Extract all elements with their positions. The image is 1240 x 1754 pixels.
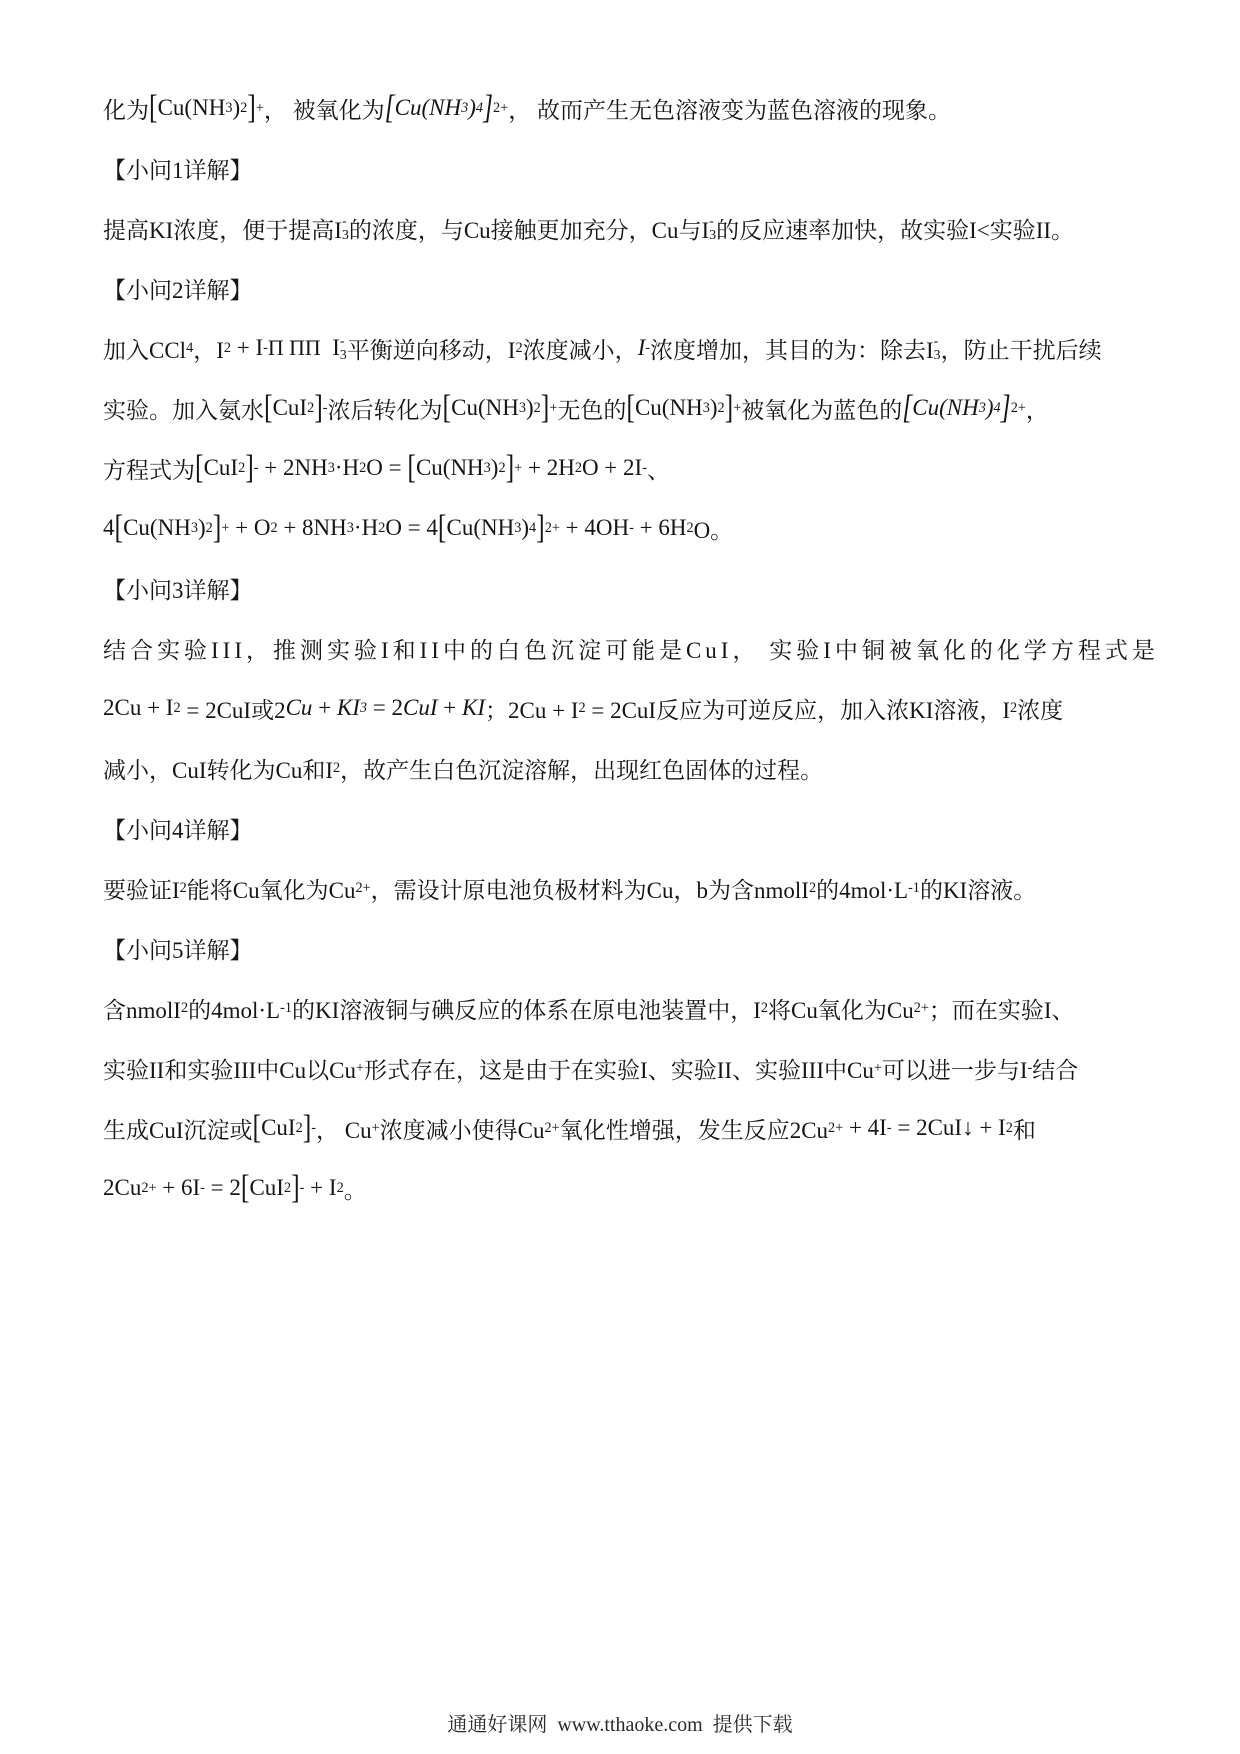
text-line [103, 1098, 1163, 1158]
text-run: 的浓度，与Cu接触更加充分，Cu与I [348, 217, 710, 243]
text-run: 【小问2详解】 [103, 277, 253, 303]
text-run: Cu(NH [451, 395, 519, 420]
text-run: + I [304, 1175, 337, 1200]
text-run: Cu(NH [415, 455, 484, 480]
superscript: - [629, 519, 634, 536]
footer-url: www.tthaoke.com [557, 1714, 703, 1736]
text-run: 的反应速率加快，故实验I<实验II。 [716, 217, 1075, 243]
formula-bracket: ] [314, 388, 323, 426]
superscript: -1 [280, 999, 292, 1016]
formula-bracket: ] [483, 88, 494, 126]
text-run: 被氧化为蓝色的 [741, 397, 903, 423]
superscript: - [253, 459, 259, 476]
superscript: - [311, 1119, 317, 1136]
subscript: 4 [993, 399, 1001, 416]
text-line [103, 1038, 1163, 1098]
text-run: + [437, 695, 463, 720]
text-run: 的4mol·L [816, 877, 909, 903]
subscript: 2 [223, 339, 231, 356]
formula-bracket: [ [252, 1108, 262, 1146]
document-body [103, 78, 1163, 1218]
formula-bracket: [ [149, 88, 158, 126]
formula-bracket: ] [245, 448, 254, 486]
text-run: + O [229, 515, 271, 540]
text-run: + 2NH [258, 455, 328, 480]
text-line [103, 618, 1163, 678]
text-run: Cu(NH [634, 395, 703, 420]
superscript: - [299, 1179, 305, 1196]
subscript: 2 [336, 1179, 344, 1196]
text-run: + I [231, 335, 264, 360]
text-run: ) [490, 455, 499, 480]
text-run: 结合 [1032, 1057, 1079, 1083]
text-run: 的KI溶液铜与碘反应的体系在原电池装置中，I [291, 997, 761, 1023]
subscript: 4 [529, 519, 537, 536]
text-run: CuI [203, 455, 239, 480]
text-run: 提高KI浓度，便于提高I [103, 217, 342, 243]
text-line [103, 858, 1163, 918]
superscript: 2+ [913, 999, 929, 1016]
formula-bracket: ] [536, 508, 545, 546]
footer-spacer [703, 1714, 713, 1736]
text-run: 将Cu氧化为Cu [768, 997, 914, 1023]
text-line [103, 498, 1163, 558]
text-run: 浓度减小， [522, 337, 638, 363]
formula-bracket: [ [902, 388, 913, 426]
text-run: 生成CuI沉淀或 [103, 1117, 253, 1143]
subscript: 2 [1005, 1119, 1013, 1136]
formula-bracket: [ [442, 388, 452, 426]
text-line [103, 438, 1163, 498]
text-run: ；而在实验I、 [928, 997, 1075, 1023]
subscript: 3 [327, 459, 335, 476]
text-run: 实验。加入氨水 [103, 397, 264, 423]
subscript: 2 [760, 999, 769, 1016]
ion-charge-stack: - 3 [341, 213, 349, 242]
subscript: 2 [240, 99, 248, 116]
subscript: 2 [180, 999, 189, 1016]
text-run: + 4OH [559, 515, 630, 540]
text-run: = 2CuI反应为可逆反应，加入浓KI溶液，I [585, 697, 1011, 723]
text-run: O。 [693, 517, 734, 543]
subscript: 2 [578, 699, 586, 716]
formula-bracket: [ [195, 448, 204, 486]
text-run: 平衡逆向移动，I [346, 337, 516, 363]
text-run: = 2 [367, 695, 404, 720]
subscript: 3 [702, 399, 710, 416]
superscript: - [642, 459, 647, 476]
text-line [103, 978, 1163, 1038]
superscript: + [733, 399, 742, 416]
section-heading [103, 558, 1163, 618]
ion-charge-stack: - 3 [709, 213, 717, 242]
superscript: + [371, 1119, 380, 1136]
formula-bracket: ] [724, 388, 734, 426]
text-run: 要验证I [103, 877, 180, 903]
text-run: 2Cu [103, 1175, 142, 1200]
subscript: 2 [533, 399, 541, 416]
superscript: + [514, 459, 523, 476]
subscript: 3 [225, 99, 233, 116]
text-run: ·H [353, 515, 379, 540]
text-run: 【小问5详解】 [103, 937, 253, 963]
subscript: 2 [179, 879, 187, 896]
text-run: = 2CuI↓ + I [891, 1115, 1006, 1140]
subscript: 2 [173, 699, 181, 716]
superscript: -1 [908, 879, 920, 896]
superscript: + [255, 99, 264, 116]
text-run: CuI [403, 695, 438, 720]
text-run: 方程式为 [103, 457, 195, 483]
formula-bracket: ] [291, 1168, 300, 1206]
superscript: 2+ [493, 99, 509, 116]
text-line [103, 318, 1163, 378]
superscript: 2+ [828, 1119, 844, 1136]
text-run: 2Cu + I [103, 695, 174, 720]
text-run: Cu(NH [446, 515, 515, 540]
text-run: + 2H [522, 455, 575, 480]
subscript: 2 [333, 759, 341, 776]
text-run: 【小问1详解】 [103, 157, 253, 183]
formula-bracket: [ [437, 508, 447, 546]
footer [0, 1708, 1240, 1737]
text-run: 和 [1012, 1117, 1036, 1143]
subscript: 2 [1010, 699, 1018, 716]
text-run: 浓度 [1017, 697, 1064, 723]
subscript: 2 [359, 459, 367, 476]
text-run: Cu(NH [912, 395, 979, 420]
text-run: 浓度减小使得Cu [379, 1117, 545, 1143]
text-run: 【小问4详解】 [103, 817, 253, 843]
text-run: KI [462, 695, 486, 720]
subscript: 2 [808, 879, 817, 896]
subscript: 3 [518, 399, 526, 416]
superscript: + [221, 519, 230, 536]
text-line [103, 738, 1163, 798]
text-line [103, 1158, 1163, 1218]
text-run: Cu [285, 695, 313, 720]
text-run: 氧化性增强，发生反应2Cu [559, 1117, 829, 1143]
subscript: 4 [186, 339, 194, 356]
formula-bracket: ] [302, 1108, 312, 1146]
subscript: 2 [238, 459, 246, 476]
superscript: + [355, 1059, 365, 1076]
superscript: - [263, 339, 268, 356]
text-run: ) [468, 95, 476, 120]
footer-site-name: 通通好课网 [447, 1714, 548, 1736]
subscript: 2 [378, 519, 386, 536]
formula-bracket: [ [240, 1168, 250, 1206]
section-heading [103, 918, 1163, 978]
text-run: ) [985, 395, 994, 420]
text-run: 能将Cu氧化为Cu [186, 877, 356, 903]
formula-bracket: [ [407, 448, 416, 486]
superscript: + [549, 399, 558, 416]
formula-bracket: [ [264, 388, 273, 426]
subscript: 2 [205, 519, 213, 536]
text-run: 结合实验III，推测实验I和II中的白色沉淀可能是CuI， 实验I中铜被氧化的化学方程式是 [103, 637, 1159, 663]
text-run: 的KI溶液。 [919, 877, 1037, 903]
text-run: + [312, 695, 337, 720]
superscript: 2+ [355, 879, 371, 896]
text-run: Cu(NH [123, 515, 191, 540]
text-run: ·H [334, 455, 360, 480]
text-run: + 6H [633, 515, 687, 540]
text-run: ；2Cu + I [485, 697, 579, 723]
superscript: - [645, 339, 650, 356]
subscript: 3 [461, 99, 469, 116]
text-run: 浓后转化为 [327, 397, 443, 423]
text-run: ) [709, 395, 718, 420]
superscript: - [886, 1119, 892, 1136]
text-line [103, 198, 1163, 258]
subscript: 2 [283, 1179, 292, 1196]
section-heading [103, 798, 1163, 858]
formula-bracket: [ [114, 508, 124, 546]
text-run: + 8NH [277, 515, 347, 540]
text-run: O + 2I [581, 455, 643, 480]
subscript: 2 [686, 519, 694, 536]
text-run: O = [366, 455, 408, 480]
subscript: 2 [574, 459, 582, 476]
footer-spacer [547, 1714, 557, 1736]
text-run: CuI [272, 395, 308, 420]
formula-bracket: ] [212, 508, 222, 546]
text-run: CuI [249, 1175, 284, 1200]
footer-suffix: 提供下载 [712, 1714, 793, 1736]
formula-bracket: [ [384, 88, 395, 126]
text-run: ， 被氧化为 [263, 97, 385, 123]
superscript: - [1027, 1059, 1033, 1076]
superscript: 2+ [544, 1119, 560, 1136]
text-run: ， 故而产生无色溶液变为蓝色溶液的现象。 [508, 97, 951, 123]
text-line [103, 378, 1163, 438]
text-run: ，需设计原电池负极材料为Cu，b为含nmolI [370, 877, 809, 903]
formula-bracket: ] [505, 448, 515, 486]
text-run: 形式存在，这是由于在实验I、实验II、实验III中Cu [364, 1057, 874, 1083]
text-run: 减小，CuI转化为Cu和I [103, 757, 333, 783]
text-run: I [637, 335, 646, 360]
subscript: 2 [307, 399, 315, 416]
subscript: 3 [978, 399, 986, 416]
text-run: 化为 [103, 97, 149, 123]
ion-charge-stack: - 3 [339, 333, 347, 362]
subscript: 3 [483, 459, 491, 476]
text-run: ，防止干扰后续 [940, 337, 1102, 363]
text-run: ，故产生白色沉淀溶解，出现红色固体的过程。 [340, 757, 824, 783]
text-run: ) [197, 515, 206, 540]
subscript: 2 [717, 399, 725, 416]
subscript: 2 [515, 339, 523, 356]
text-run: KI [336, 695, 360, 720]
text-run: ， [1025, 397, 1049, 423]
text-run: 可以进一步与I [881, 1057, 1028, 1083]
text-run: 【小问3详解】 [103, 577, 253, 603]
subscript: 3 [514, 519, 522, 536]
superscript: - [200, 1179, 205, 1196]
superscript: - [322, 399, 328, 416]
text-line [103, 78, 1163, 138]
text-run: 的4mol·L [188, 997, 281, 1023]
text-run: = 2 [204, 1175, 241, 1200]
text-run: ) [232, 95, 241, 120]
text-run: 实验II和实验III中Cu以Cu [103, 1057, 356, 1083]
subscript: 3 [190, 519, 198, 536]
formula-bracket: ] [540, 388, 550, 426]
formula-bracket: ] [1000, 388, 1011, 426]
formula-bracket: [ [626, 388, 635, 426]
ion-charge-stack: - 3 [933, 333, 941, 362]
text-run: CuI [261, 1115, 296, 1140]
subscript: 3 [346, 519, 354, 536]
superscript: 2+ [544, 519, 560, 536]
text-run: Cu(NH [157, 95, 226, 120]
missing-glyph-box: Π ΠΠ [267, 335, 321, 360]
text-run: 含nmolI [103, 997, 181, 1023]
text-run: + 6I [156, 1175, 201, 1200]
text-run: 、 [646, 457, 670, 483]
subscript: 3 [359, 699, 368, 716]
subscript: 2 [295, 1119, 303, 1136]
text-run: 加入CCl [103, 337, 187, 363]
text-run: ) [521, 515, 530, 540]
text-run: I [320, 335, 340, 360]
text-run: = 2CuI或2 [180, 697, 286, 723]
section-heading [103, 258, 1163, 318]
subscript: 2 [270, 519, 278, 536]
text-run: O = 4 [385, 515, 438, 540]
section-heading [103, 138, 1163, 198]
text-run: 4 [103, 515, 115, 540]
superscript: 2+ [141, 1179, 157, 1196]
text-run: ) [525, 395, 534, 420]
text-run: Cu(NH [394, 95, 462, 120]
superscript: 2+ [1010, 399, 1026, 416]
subscript: 4 [475, 99, 484, 116]
text-run: 。 [343, 1177, 367, 1203]
text-run: ， Cu [316, 1117, 372, 1143]
superscript: + [873, 1059, 882, 1076]
text-run: + 4I [843, 1115, 887, 1140]
subscript: 2 [498, 459, 506, 476]
text-line [103, 678, 1163, 738]
text-run: 浓度增加，其目的为：除去I [649, 337, 934, 363]
text-run: 无色的 [557, 397, 627, 423]
text-run: ，I [193, 337, 224, 363]
formula-bracket: ] [247, 88, 256, 126]
